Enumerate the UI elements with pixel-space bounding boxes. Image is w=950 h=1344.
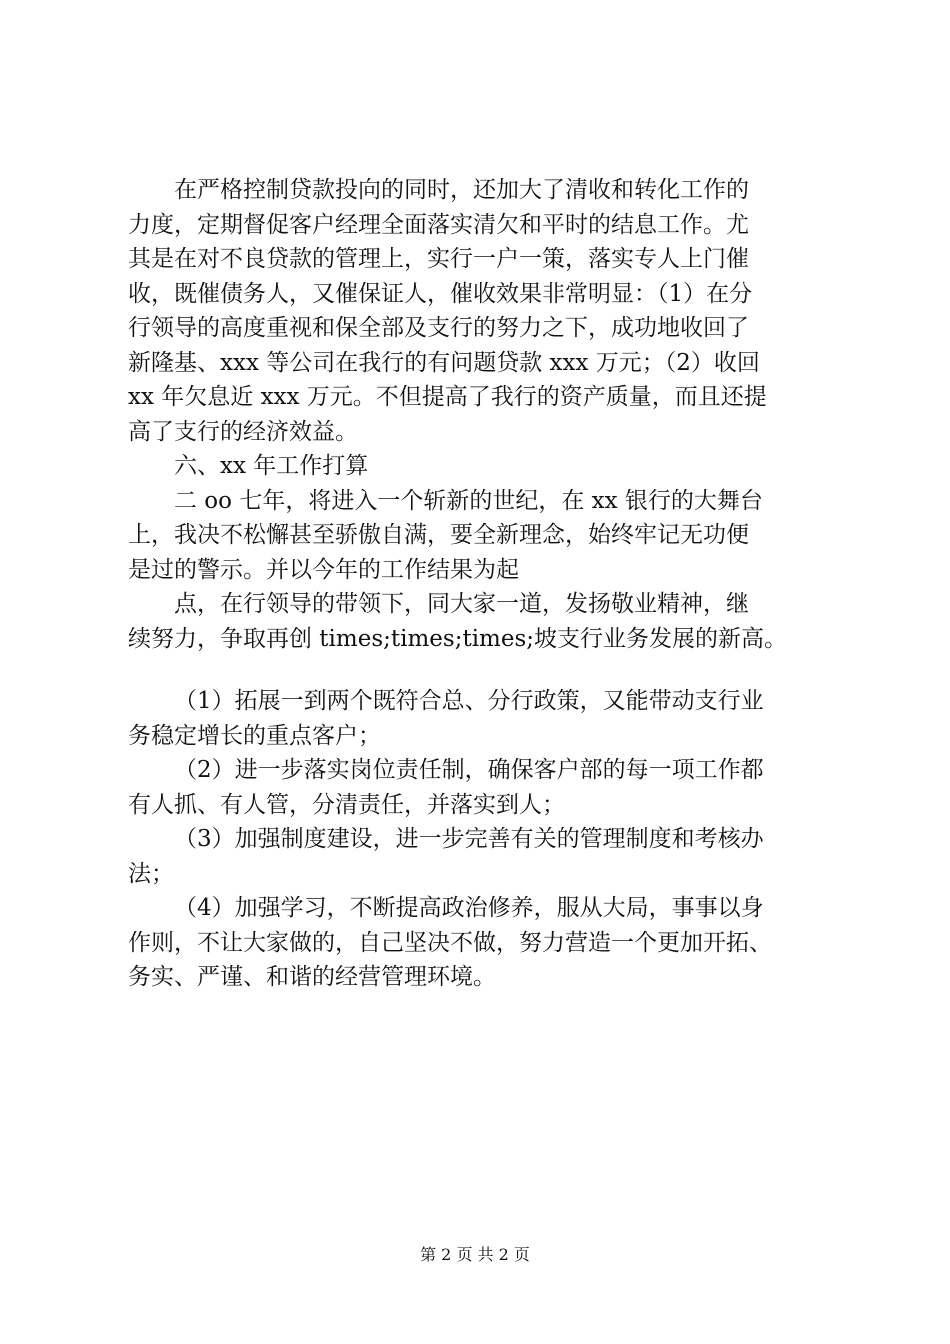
list-item-line: 作则，不让大家做的，自己坚决不做，努力营造一个更加开拓、: [128, 929, 772, 956]
paragraph-line: 是过的警示。并以今年的工作结果为起: [128, 556, 519, 583]
paragraph-line: xx 年欠息近 xxx 万元。不但提高了我行的资产质量，而且还提: [128, 384, 767, 410]
section-heading: 六、xx 年工作打算: [174, 453, 369, 479]
page-number-footer: 第 2 页 共 2 页: [420, 1245, 530, 1264]
paragraph-line: 二 oo 七年，将进入一个斩新的世纪，在 xx 银行的大舞台: [174, 487, 763, 514]
paragraph-line: 高了支行的经济效益。: [128, 418, 358, 445]
paragraph-gap: [128, 656, 838, 684]
list-item-line: （2）进一步落实岗位责任制，确保客户部的每一项工作都: [174, 757, 764, 783]
list-item-line: （3）加强制度建设，进一步完善有关的管理制度和考核办: [174, 826, 764, 852]
list-item-line: 务实、严谨、和谐的经营管理环境。: [128, 964, 496, 990]
list-item-line: （1）拓展一到两个既符合总、分行政策，又能带动支行业: [174, 688, 764, 714]
paragraph-line: 在严格控制贷款投向的同时，还加大了清收和转化工作的: [174, 177, 749, 203]
plan-item-3: [128, 822, 838, 891]
plan-item-2: [128, 753, 838, 822]
list-item-line: 法；: [128, 860, 174, 887]
paragraph-line: 其是在对不良贷款的管理上，实行一户一策，落实专人上门催: [128, 246, 749, 272]
document-body: [128, 173, 838, 995]
paragraph-line: 新隆基、xxx 等公司在我行的有问题贷款 xxx 万元；（2）收回: [128, 349, 760, 376]
paragraph-line: 行领导的高度重视和保全部及支行的努力之下，成功地收回了: [128, 315, 749, 341]
list-item-line: 有人抓、有人管，分清责任，并落实到人；: [128, 791, 565, 818]
plan-item-1: [128, 684, 838, 753]
paragraph-line: 续努力，争取再创 times;times;times;坡支行业务发展的新高。: [128, 625, 788, 652]
paragraph-line: 点，在行领导的带领下，同大家一道，发扬敬业精神，继: [174, 591, 749, 617]
paragraph-collection: [128, 173, 838, 449]
plan-paragraph: [128, 484, 838, 588]
plan-item-4: [128, 891, 838, 995]
list-item-line: （4）加强学习，不断提高政治修养，服从大局，事事以身: [174, 895, 764, 921]
paragraph-line: 力度，定期督促客户经理全面落实清欠和平时的结息工作。尤: [128, 211, 749, 238]
paragraph-line: 上，我决不松懈甚至骄傲自满，要全新理念，始终牢记无功便: [128, 522, 749, 548]
list-item-line: 务稳定增长的重点客户；: [128, 722, 381, 749]
paragraph-line: 收，既催债务人，又催保证人，催收效果非常明显：（1）在分: [128, 280, 753, 307]
plan-paragraph-continued: [128, 587, 838, 656]
